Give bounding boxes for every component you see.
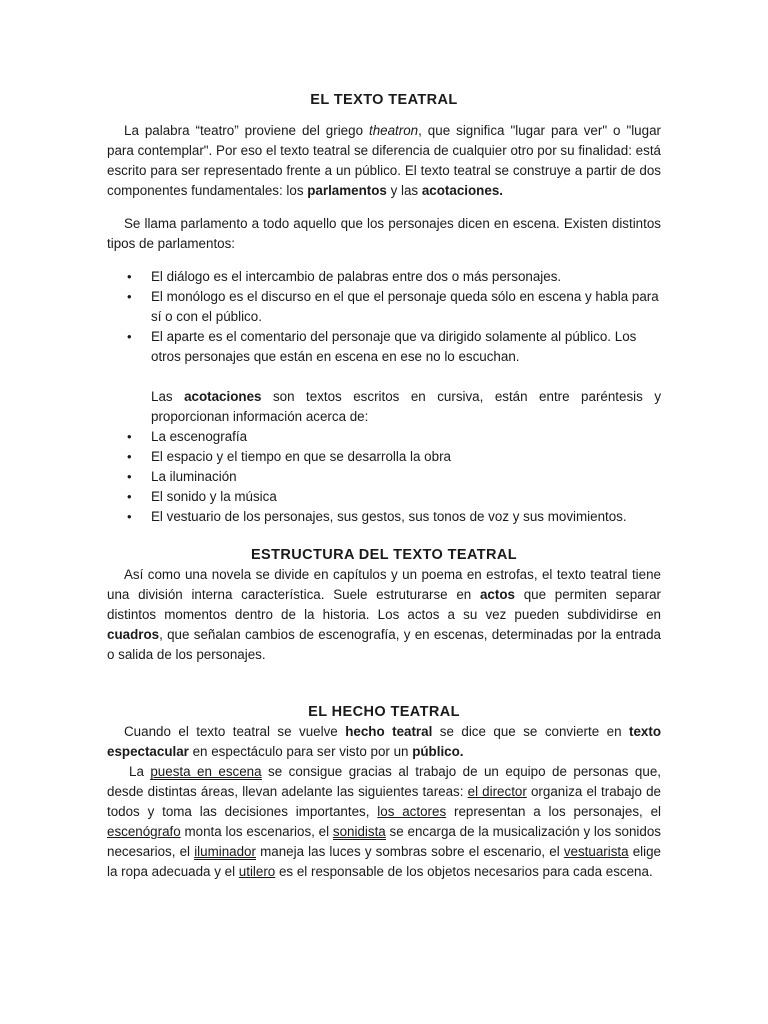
bullet-icon: • — [127, 509, 132, 524]
bullet-icon: • — [127, 449, 132, 464]
term-acotaciones: acotaciones. — [421, 183, 503, 198]
list-item-text: El monólogo es el discurso en el que el personaje queda sólo en escena y habla para sí o con el público. — [151, 289, 659, 324]
text-run: maneja las luces y sombras sobre el escenario, el — [255, 844, 564, 859]
text-run: son textos escritos en cursiva, están entre paréntesis y proporcionan información acerca de: — [151, 389, 662, 424]
text-run: , que señalan cambios de escenografía, y en escenas, determinadas por la entrada o salida de los personajes. — [107, 627, 661, 662]
list-item-monologo — [107, 287, 661, 327]
text-run: representan a los personajes, el — [446, 804, 661, 819]
list-item-text: El aparte es el comentario del personaje que va dirigido solamente al público. Los otros personajes que están en escena en ese no lo escuchan. — [151, 329, 637, 364]
list-item-escenografia — [107, 427, 661, 447]
bullet-icon: • — [127, 269, 132, 284]
term-vestuarista: vestuarista — [563, 844, 629, 859]
title-hecho-teatral: EL HECHO TEATRAL — [308, 704, 460, 720]
term-los-actores: los actores — [377, 804, 447, 819]
term-texto-espectacular: texto espectacular — [107, 724, 661, 759]
paragraph-hecho — [107, 722, 661, 762]
list-parlamentos — [107, 267, 661, 367]
term-cuadros: cuadros — [107, 627, 160, 642]
term-puesta-en-escena: puesta en escena — [150, 764, 262, 779]
term-iluminador: iluminador — [194, 844, 256, 859]
paragraph-puesta-en-escena — [107, 762, 661, 882]
bullet-icon: • — [127, 469, 132, 484]
list-item-vestuario — [107, 507, 661, 527]
list-item-text: El sonido y la música — [151, 489, 277, 504]
bullet-icon: • — [127, 289, 132, 304]
paragraph-parlamento: Se llama parlamento a todo aquello que los personajes dicen en escena. Existen distintos tipos de parlamentos: — [107, 216, 661, 251]
text-run: se encarga de la musicalización y los sonidos necesarios, el — [107, 824, 661, 859]
paragraph-estructura — [107, 565, 661, 665]
bullet-icon: • — [127, 489, 132, 504]
term-utilero: utilero — [238, 864, 276, 879]
term-acotaciones: acotaciones — [184, 389, 262, 404]
list-item-text: La iluminación — [151, 469, 237, 484]
paragraph-origen — [107, 121, 661, 201]
term-el-director: el director — [467, 784, 527, 799]
term-escenografo: escenógrafo — [107, 824, 181, 839]
list-item-dialogo — [107, 267, 661, 287]
term-parlamentos: parlamentos — [307, 183, 387, 198]
list-item-sonido — [107, 487, 661, 507]
text-run: se consigue gracias al trabajo de un equipo de personas que, desde distintas áreas, llevan adelante las siguientes tareas: — [107, 764, 661, 799]
text-run: La palabra “teatro” proviene del griego — [124, 123, 369, 138]
term-actos: actos — [479, 587, 515, 602]
bullet-icon: • — [127, 429, 132, 444]
text-run: y las — [386, 183, 422, 198]
list-item-text: La escenografía — [151, 429, 248, 444]
text-run: es el responsable de los objetos necesarios para cada escena. — [275, 864, 653, 879]
bullet-icon: • — [127, 329, 132, 344]
list-item-espacio-tiempo — [107, 447, 661, 467]
text-run: elige la ropa adecuada y el — [107, 844, 662, 879]
text-run: monta los escenarios, el — [180, 824, 333, 839]
text-run: en espectáculo para ser visto por un — [188, 744, 413, 759]
text-run: Las — [151, 389, 185, 404]
text-run: , que significa "lugar para ver" o "lugar para contemplar". Por eso el texto teatral se diferencia de cualquier otro por su finalidad: está escrito para ser representado frente a un público. El texto teatral se construye a partir de dos componentes fundamentales: los — [107, 123, 661, 198]
term-theatron: theatron — [368, 123, 419, 138]
list-item-aparte — [107, 327, 661, 367]
text-run: organiza el trabajo de todos y toma las decisiones importantes, — [107, 784, 662, 819]
term-hecho-teatral: hecho teatral — [345, 724, 433, 739]
document-body — [107, 90, 661, 882]
text-run: Así como una novela se divide en capítulos y un poema en estrofas, el texto teatral tiene una división interna característica. Suele estruturarse en — [107, 567, 661, 602]
term-publico: público. — [412, 744, 464, 759]
text-run: que permiten separar distintos momentos dentro de la historia. Los actos a su vez pueden subdividirse en — [107, 587, 661, 622]
list-item-text: El espacio y el tiempo en que se desarrolla la obra — [151, 449, 451, 464]
title-texto-teatral: EL TEXTO TEATRAL — [310, 92, 458, 108]
list-acotaciones — [107, 427, 661, 527]
term-sonidista: sonidista — [332, 824, 386, 839]
paragraph-acotaciones — [107, 387, 661, 427]
text-run: se dice que se convierte en — [432, 724, 629, 739]
list-item-text: El vestuario de los personajes, sus gestos, sus tonos de voz y sus movimientos. — [151, 509, 627, 524]
list-item-iluminacion — [107, 467, 661, 487]
list-item-text: El diálogo es el intercambio de palabras entre dos o más personajes. — [151, 269, 562, 284]
text-run: Cuando el texto teatral se vuelve — [124, 724, 346, 739]
title-estructura: ESTRUCTURA DEL TEXTO TEATRAL — [250, 547, 518, 563]
text-run: La — [129, 764, 151, 779]
